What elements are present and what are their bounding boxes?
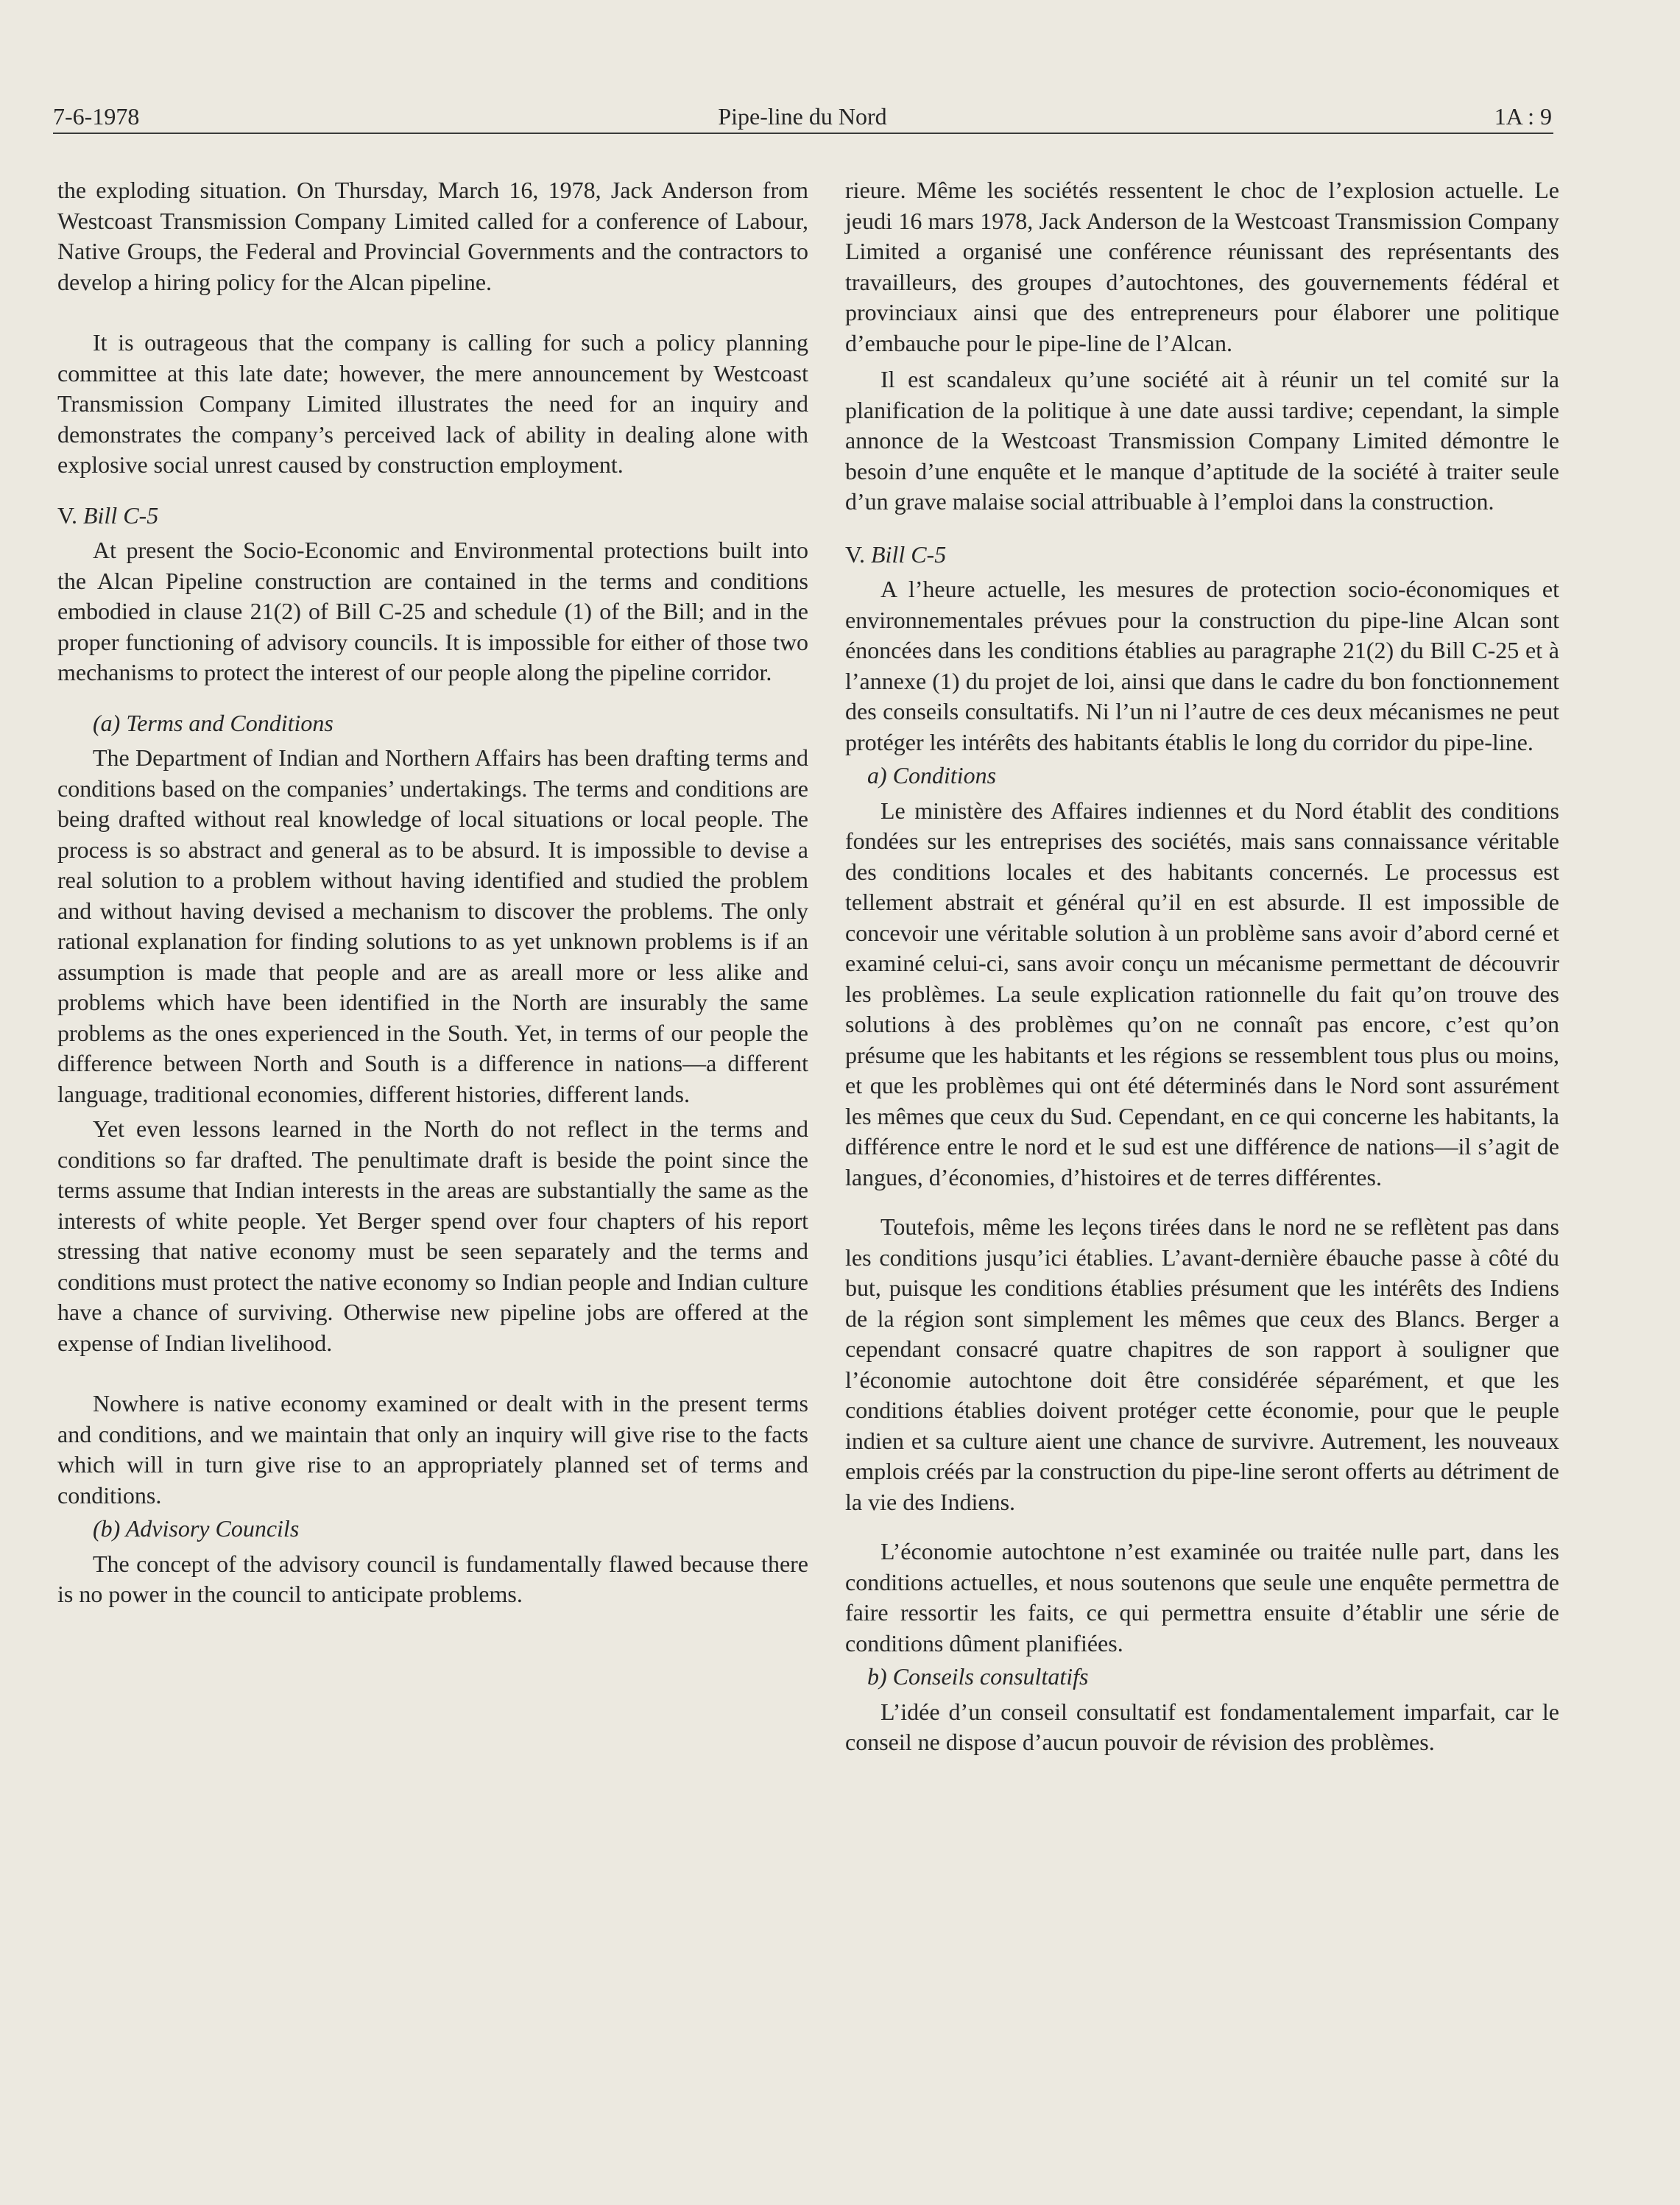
english-subheading-a: (a) Terms and Conditions — [93, 709, 333, 736]
english-paragraph-2: It is outrageous that the company is calling for such a policy planning committee at this late date; however, the mere announcement by Westcoast Transmission Company Limited illustrates the need for an inquiry and demonstrates the company’s perceived lack of ability in dealing alone with explosive social unrest caused by construction employment. — [57, 329, 808, 478]
french-paragraph-3: A l’heure actuelle, les mesures de protection socio-économiques et environnementales prévues pour la construction du pipe-line Alcan sont énoncées dans les conditions établies au paragraphe 21(2) du Bill C-25 et à l’annexe (1) du projet de loi, ainsi que dans le cadre du bon fonctionnement des conseils consultatifs. Ni l’un ni l’autre de ces deux mécanismes ne peut protéger les intérêts des habitants établis le long du corridor du pipe-line. — [845, 576, 1559, 755]
english-paragraph-4: The Department of Indian and Northern Affairs has been drafting terms and conditions based on the companies’ undertakings. The terms and conditions are being drafted without real knowledge of local situations or local people. The process is so abstract and general as to be absurd. It is impossible to devise a real solution to a problem without having identified and studied the problem and without having devised a mechanism to discover the problems. The only rational explanation for finding solutions to as yet unknown problems is if an assumption is made that people and are as areall more or less alike and problems which have been identified in the North are insurably the same problems as the ones experienced in the South. Yet, in terms of our people the difference between North and South is a difference in nations—a different language, traditional economies, different histories, different lands. — [57, 744, 808, 1107]
french-column — [845, 175, 1559, 1758]
english-subheading-b: (b) Advisory Councils — [93, 1515, 300, 1542]
french-paragraph-6: L’économie autochtone n’est examinée ou traitée nulle part, dans les conditions actuelles, et nous soutenons que seule une enquête permettra de faire ressortir les faits, ce qui permettra ensuite d’établir une série de conditions dûment planifiées. — [845, 1538, 1559, 1657]
english-section-heading — [57, 501, 808, 532]
header-date: 7-6-1978 — [53, 103, 140, 130]
french-paragraph-5: Toutefois, même les leçons tirées dans le nord ne se reflètent pas dans les conditions jusqu’ici établies. L’avant-dernière ébauche passe à côté du but, puisque les conditions établies présument que les intérêts des Indiens de la région sont simplement les mêmes que ceux des Blancs. Berger a cependant consacré quatre chapitres de son rapport à souligner que l’économie autochtone doit être considérée séparément, et que les conditions établies doivent protéger cette économie, pour que le peuple indien et sa culture aient une chance de survivre. Autrement, les nouveaux emplois créés par la construction du pipe-line seront offerts au détriment de la vie des Indiens. — [845, 1213, 1559, 1515]
french-paragraph-2: Il est scandaleux qu’une société ait à réunir un tel comité sur la planification de la politique à une date aussi tardive; cependant, la simple annonce de la Westcoast Transmission Company Limited démontre le besoin d’une enquête et le manque d’aptitude de la société à traiter seule d’un grave malaise social attribuable à l’emploi dans la construction. — [845, 366, 1559, 515]
french-paragraph-4: Le ministère des Affaires indiennes et du Nord établit des conditions fondées sur les entreprises des sociétés, mais sans connaissance véritable des conditions locales et des habitants concernés. Le processus est tellement abstrait et général qu’il en est absurde. Il est impossible de concevoir une véritable solution à un problème sans avoir d’abord cerné et examiné celui-ci, sans avoir conçu un mécanisme permettant de découvrir les problèmes. La seule explication rationnelle du fait qu’on trouve des solutions à des problèmes qu’on ne connaît pas encore, c’est qu’on présume que les habitants et les régions se ressemblent tous plus ou moins, et que les problèmes qui ont été déterminés dans le Nord sont assurément les mêmes que ceux du Sud. Cependant, en ce qui concerne les habitants, la différence entre le nord et le sud est une différence de nations—il s’agit de langues, d’économies, d’histoires et de terres différentes. — [845, 797, 1559, 1190]
header-page-number: 1A : 9 — [1494, 103, 1552, 130]
french-subheading-a: a) Conditions — [867, 762, 997, 788]
header-rule — [53, 133, 1553, 134]
english-paragraph-6: Nowhere is native economy examined or dealt with in the present terms and conditions, and we maintain that only an inquiry will give rise to the facts which will in turn give rise to an appropriately planned set of terms and conditions. — [57, 1390, 808, 1509]
french-section-number: V. — [845, 540, 871, 568]
english-section-title: Bill C-5 — [82, 501, 159, 529]
english-column — [57, 175, 808, 1610]
english-paragraph-7: The concept of the advisory council is fundamentally flawed because there is no power in the council to anticipate problems. — [57, 1550, 808, 1607]
french-paragraph-7: L’idée d’un conseil consultatif est fondamentalement imparfait, car le conseil ne dispose d’aucun pouvoir de révision des problèmes. — [845, 1698, 1559, 1755]
english-paragraph-1: the exploding situation. On Thursday, March 16, 1978, Jack Anderson from Westcoast Transmission Company Limited called for a conference of Labour, Native Groups, the Federal and Provincial Governments and the contractors to develop a hiring policy for the Alcan pipeline. — [57, 177, 808, 295]
french-section-title: Bill C-5 — [870, 540, 947, 568]
french-section-heading — [845, 540, 1559, 571]
english-paragraph-3: At present the Socio-Economic and Environmental protections built into the Alcan Pipeline construction are contained in the terms and conditions embodied in clause 21(2) of Bill C-25 and schedule (1) of the Bill; and in the proper functioning of advisory councils. It is impossible for either of those two mechanisms to protect the interest of our people along the pipeline corridor. — [57, 537, 808, 685]
english-section-number: V. — [57, 501, 83, 529]
english-paragraph-5: Yet even lessons learned in the North do not reflect in the terms and conditions so far drafted. The penultimate draft is beside the point since the terms assume that Indian interests in the areas are substantially the same as the interests of white people. Yet Berger spend over four chapters of his report stressing that native economy must be seen separately and the terms and conditions must protect the native economy so Indian people and Indian culture have a chance of surviving. Otherwise new pipeline jobs are offered at the expense of Indian livelihood. — [57, 1115, 808, 1356]
french-paragraph-1: rieure. Même les sociétés ressentent le choc de l’explosion actuelle. Le jeudi 16 mars 1978, Jack Anderson de la Westcoast Transmission Company Limited a organisé une conférence réunissant des représentants des travailleurs, des groupes d’autochtones, des gouvernements fédéral et provinciaux ainsi que des entrepreneurs pour élaborer une politique d’embauche pour le pipe-line de l’Alcan. — [845, 177, 1559, 356]
header-title: Pipe-line du Nord — [718, 103, 887, 130]
french-subheading-b: b) Conseils consultatifs — [867, 1663, 1089, 1690]
